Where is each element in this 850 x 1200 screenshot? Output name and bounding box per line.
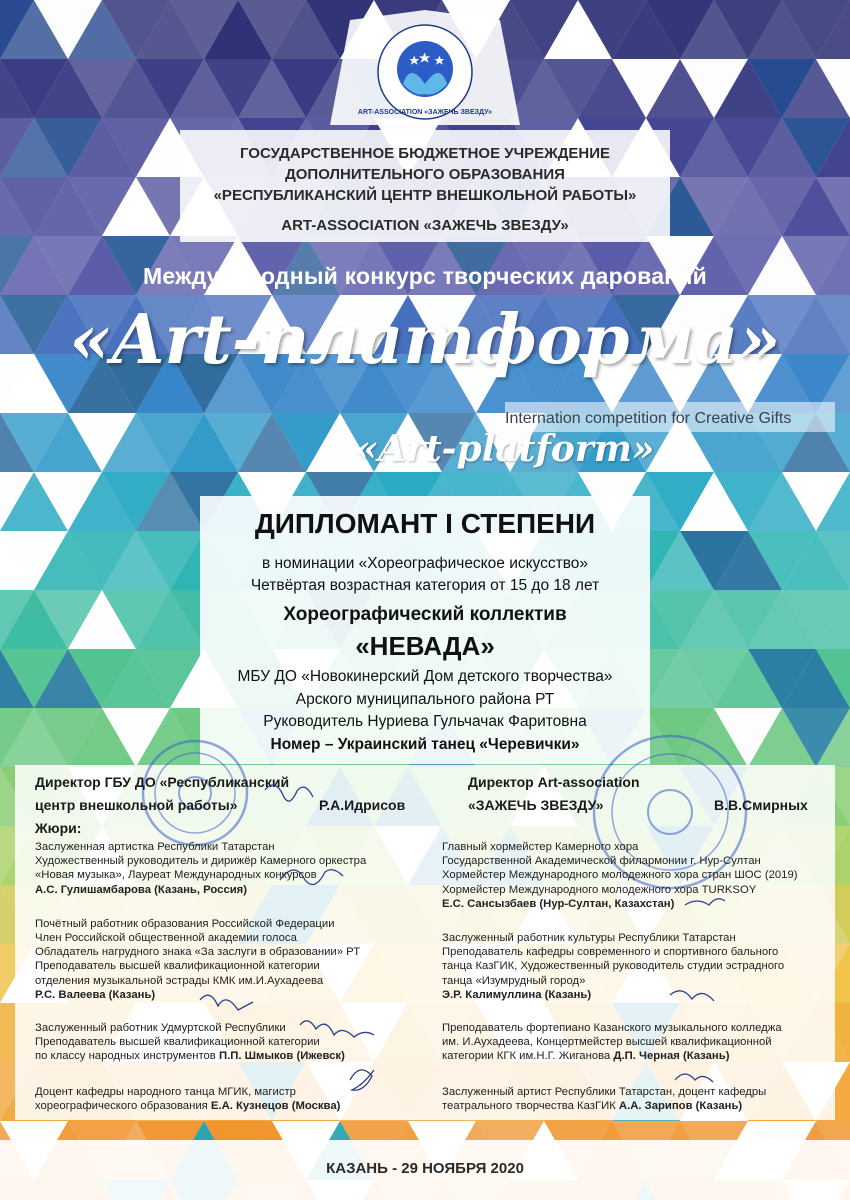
jury-credential-line: Главный хормейстер Камерного хора bbox=[442, 841, 639, 853]
collective-name: «НЕВАДА» bbox=[355, 631, 495, 661]
jury-credential-line: Член Российской общественной академии голоса bbox=[35, 932, 297, 945]
jury-member bbox=[35, 1085, 435, 1113]
nomination: в номинации «Хореографическое искусство» bbox=[261, 555, 589, 572]
jury-credential-line: Заслуженный работник Удмуртской Республики bbox=[35, 1022, 286, 1035]
jury-member-name: А.С. Гулишамбарова (Казань, Россия) bbox=[35, 883, 248, 896]
jury-credential-line: Обладатель нагрудного знака «За заслуги в образовании» РТ bbox=[35, 946, 361, 959]
jury-member bbox=[35, 840, 435, 897]
contest-title: «Art-платформа» bbox=[69, 300, 781, 380]
organizer-line-3: «РЕСПУБЛИКАНСКИЙ ЦЕНТР ВНЕШКОЛЬНОЙ РАБОТЫ» bbox=[213, 187, 637, 204]
jury-credential-line: Художественный руководитель и дирижёр Камерного оркестра bbox=[35, 855, 367, 868]
jury-member bbox=[442, 1021, 842, 1064]
jury-right-column bbox=[442, 840, 842, 1113]
jury-member bbox=[442, 1085, 842, 1113]
jury-member-name: Е.С. Сансызбаев (Нур-Султан, Казахстан) bbox=[442, 897, 675, 910]
jury-name-line bbox=[442, 1099, 842, 1113]
diploma-title: ДИПЛОМАНТ I СТЕПЕНИ bbox=[254, 508, 596, 539]
jury-credential-prefix: театрального творчества КазГИК bbox=[442, 1099, 619, 1112]
organizer-line-4: ART-ASSOCIATION «ЗАЖЕЧЬ ЗВЕЗДУ» bbox=[281, 217, 569, 234]
jury-credential-line: «Новая музыка», Лауреат Международных конкурсов bbox=[35, 869, 317, 882]
jury-name-line bbox=[442, 897, 842, 911]
jury-name-line bbox=[35, 883, 435, 897]
jury-credential-line: Заслуженный работник культуры Республики Татарстан bbox=[442, 932, 736, 945]
district: Арского муниципального района РТ bbox=[295, 691, 555, 708]
contest-subtitle: Международный конкурс творческих дарований bbox=[143, 263, 707, 289]
jury-credential-line: танца «Изумрудный город» bbox=[442, 974, 586, 987]
jury-credential-line: Преподаватель высшей квалификационной категории bbox=[35, 960, 320, 973]
jury-credential-prefix: категории КГК им.Н.Г. Жиганова bbox=[442, 1050, 614, 1063]
jury-name-line bbox=[35, 988, 435, 1002]
jury-credential-line: Заслуженный артист Республики Татарстан, доцент кафедры bbox=[442, 1085, 767, 1098]
jury-credential-line: Преподаватель кафедры современного и спортивного бального bbox=[442, 946, 779, 959]
jury-member-name: А.А. Зарипов (Казань) bbox=[618, 1099, 743, 1112]
jury-label: Жюри: bbox=[35, 820, 82, 836]
right-director-title-1: Директор Art-association bbox=[468, 774, 640, 790]
collective-label: Хореографический коллектив bbox=[283, 604, 567, 625]
logo-arc-text: ART-ASSOCIATION «ЗАЖЕЧЬ ЗВЕЗДУ» bbox=[357, 109, 493, 116]
contest-english-subtitle: Internation competition for Creative Gifts bbox=[505, 410, 792, 427]
jury-credential-line: Преподаватель высшей квалификационной категории bbox=[35, 1036, 320, 1049]
jury-credential-prefix: хореографического образования bbox=[35, 1099, 211, 1112]
performance-number: Номер – Украинский танец «Черевички» bbox=[270, 736, 580, 753]
left-director-name: Р.А.Идрисов bbox=[319, 797, 406, 813]
jury-name-line bbox=[35, 1099, 435, 1113]
organizer-line-1: ГОСУДАРСТВЕННОЕ БЮДЖЕТНОЕ УЧРЕЖДЕНИЕ bbox=[240, 145, 610, 162]
jury-credential-line: Преподаватель фортепиано Казанского музыкального колледжа bbox=[442, 1022, 782, 1035]
jury-member-name: Д.П. Черная (Казань) bbox=[613, 1050, 730, 1063]
jury-credential-line: Хормейстер Международного молодежного хора TURKSOY bbox=[442, 883, 757, 896]
right-director-name: В.В.Смирных bbox=[714, 797, 808, 813]
age-category: Четвёртая возрастная категория от 15 до 18 лет bbox=[250, 577, 600, 594]
institution: МБУ ДО «Новокинерский Дом детского творчества» bbox=[237, 668, 613, 685]
jury-credential-line: Заслуженная артистка Республики Татарстан bbox=[35, 841, 275, 853]
jury-credential-line: Государственной Академической филармонии г. Нур-Султан bbox=[442, 855, 761, 868]
jury-credential-line: Почётный работник образования Российской Федерации bbox=[35, 917, 335, 930]
jury-name-line bbox=[442, 1049, 842, 1063]
left-director-title-2: центр внешкольной работы» bbox=[35, 797, 238, 813]
leader: Руководитель Нуриева Гульчачак Фаритовна bbox=[263, 713, 587, 730]
jury-member bbox=[35, 917, 435, 1002]
jury-credential-line: Доцент кафедры народного танца МГИК, магистр bbox=[35, 1085, 296, 1098]
jury-member bbox=[35, 1021, 435, 1064]
jury-credential-line: танца КазГИК, Художественный руководитель студии эстрадного bbox=[442, 960, 785, 973]
jury-member bbox=[442, 931, 842, 1002]
jury-member-name: Э.Р. Калимуллина (Казань) bbox=[442, 988, 592, 1001]
jury-left-column bbox=[35, 840, 435, 1113]
left-director-title-1: Директор ГБУ ДО «Республиканский bbox=[35, 774, 290, 790]
jury-credential-line: им. И.Аухадеева, Концертмейстер высшей квалификационной bbox=[442, 1036, 772, 1049]
jury-name-line bbox=[35, 1049, 435, 1063]
jury-member-name: П.П. Шмыков (Ижевск) bbox=[218, 1050, 345, 1063]
date-footer: КАЗАНЬ - 29 НОЯБРЯ 2020 bbox=[326, 1160, 524, 1177]
jury-member-name: Е.А. Кузнецов (Москва) bbox=[210, 1099, 341, 1112]
jury-member-name: Р.С. Валеева (Казань) bbox=[35, 988, 156, 1001]
jury-credential-line: Хормейстер Международного молодежного хора стран ШОС (2019) bbox=[442, 869, 798, 882]
jury-credential-line: отделения музыкальной эстрады КМК им.И.Аухадеева bbox=[35, 974, 324, 987]
contest-english-title: «Art-platform» bbox=[355, 428, 655, 470]
jury-name-line bbox=[442, 988, 842, 1002]
organizer-line-2: ДОПОЛНИТЕЛЬНОГО ОБРАЗОВАНИЯ bbox=[285, 166, 565, 183]
jury-credential-prefix: по классу народных инструментов bbox=[35, 1050, 219, 1063]
right-director-title-2: «ЗАЖЕЧЬ ЗВЕЗДУ» bbox=[468, 797, 604, 813]
jury-member bbox=[442, 840, 842, 911]
